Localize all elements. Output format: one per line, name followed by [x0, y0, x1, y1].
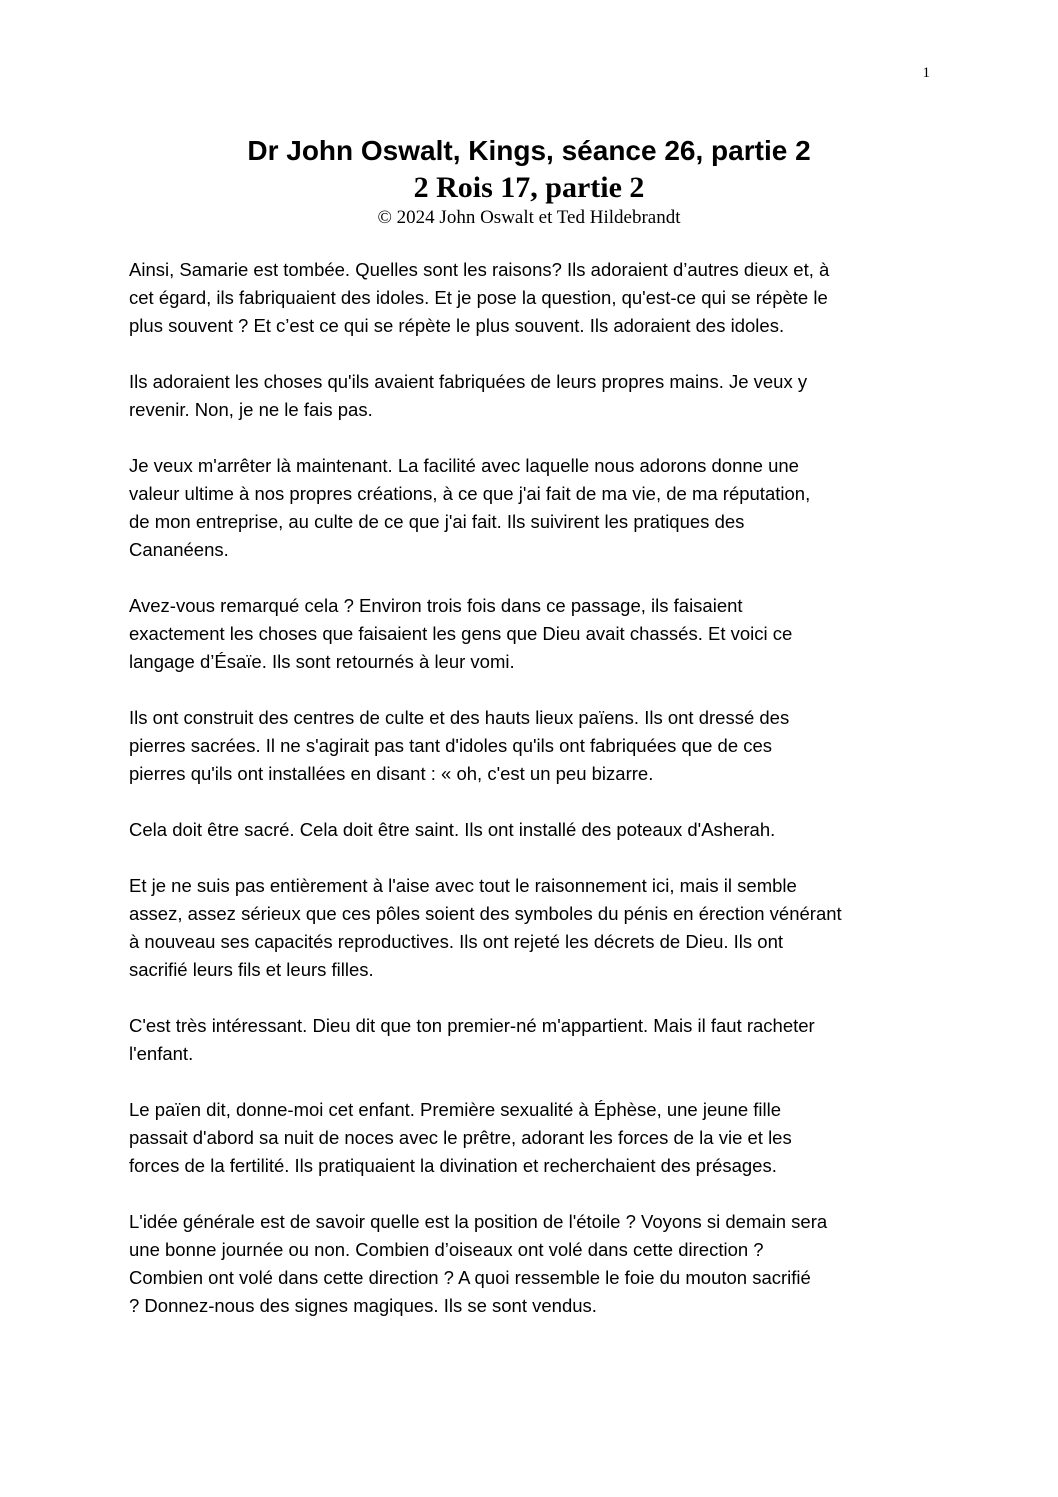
document-header — [0, 132, 1058, 230]
paragraph: Le païen dit, donne-moi cet enfant. Première sexualité à Éphèse, une jeune fille passait d'abord sa nuit de noces avec le prêtre, adorant les forces de la vie et les forces de la fertilité. Ils pratiquaient la divination et recherchaient des présages. — [129, 1099, 792, 1176]
paragraph: Ainsi, Samarie est tombée. Quelles sont les raisons? Ils adoraient d’autres dieux et, à cet égard, ils fabriquaient des idoles. Et je pose la question, qu'est-ce qui se répète le plus souvent ? Et c’est ce qui se répète le plus souvent. Ils adoraient des idoles. — [129, 259, 830, 336]
document-subtitle: 2 Rois 17, partie 2 — [413, 171, 645, 204]
paragraph: C'est très intéressant. Dieu dit que ton premier-né m'appartient. Mais il faut racheter l'enfant. — [129, 1015, 815, 1064]
paragraph: Ils ont construit des centres de culte et des hauts lieux païens. Ils ont dressé des pierres sacrées. Il ne s'agirait pas tant d'idoles qu'ils ont fabriquées que de ces pierres qu'ils ont installées en disant : « oh, c'est un peu bizarre. — [129, 707, 790, 784]
paragraph: L'idée générale est de savoir quelle est la position de l'étoile ? Voyons si demain sera une bonne journée ou non. Combien d’oiseaux ont volé dans cette direction ? Combien ont volé dans cette direction ? A quoi ressemble le foie du mouton sacrifié ? Donnez-nous des signes magiques. Ils se sont vendus. — [129, 1211, 828, 1316]
paragraph: Cela doit être sacré. Cela doit être saint. Ils ont installé des poteaux d'Asherah. — [129, 819, 776, 840]
document-body — [129, 256, 935, 1348]
copyright-notice: © 2024 John Oswalt et Ted Hildebrandt — [377, 207, 681, 228]
paragraph: Et je ne suis pas entièrement à l'aise avec tout le raisonnement ici, mais il semble assez, assez sérieux que ces pôles soient des symboles du pénis en érection vénérant à nouveau ses capacités reproductives. Ils ont rejeté les décrets de Dieu. Ils ont sacrifié leurs fils et leurs filles. — [129, 875, 842, 980]
document-title: Dr John Oswalt, Kings, séance 26, partie 2 — [247, 135, 811, 166]
paragraph: Ils adoraient les choses qu'ils avaient fabriquées de leurs propres mains. Je veux y revenir. Non, je ne le fais pas. — [129, 371, 808, 420]
paragraph: Avez-vous remarqué cela ? Environ trois fois dans ce passage, ils faisaient exactement les choses que faisaient les gens que Dieu avait chassés. Et voici ce langage d’Ésaïe. Ils sont retournés à leur vomi. — [129, 595, 793, 672]
paragraph: Je veux m'arrêter là maintenant. La facilité avec laquelle nous adorons donne une valeur ultime à nos propres créations, à ce que j'ai fait de ma vie, de ma réputation, de mon entreprise, au culte de ce que j'ai fait. Ils suivirent les pratiques des Cananéens. — [129, 455, 811, 560]
page-number: 1 — [922, 65, 930, 81]
